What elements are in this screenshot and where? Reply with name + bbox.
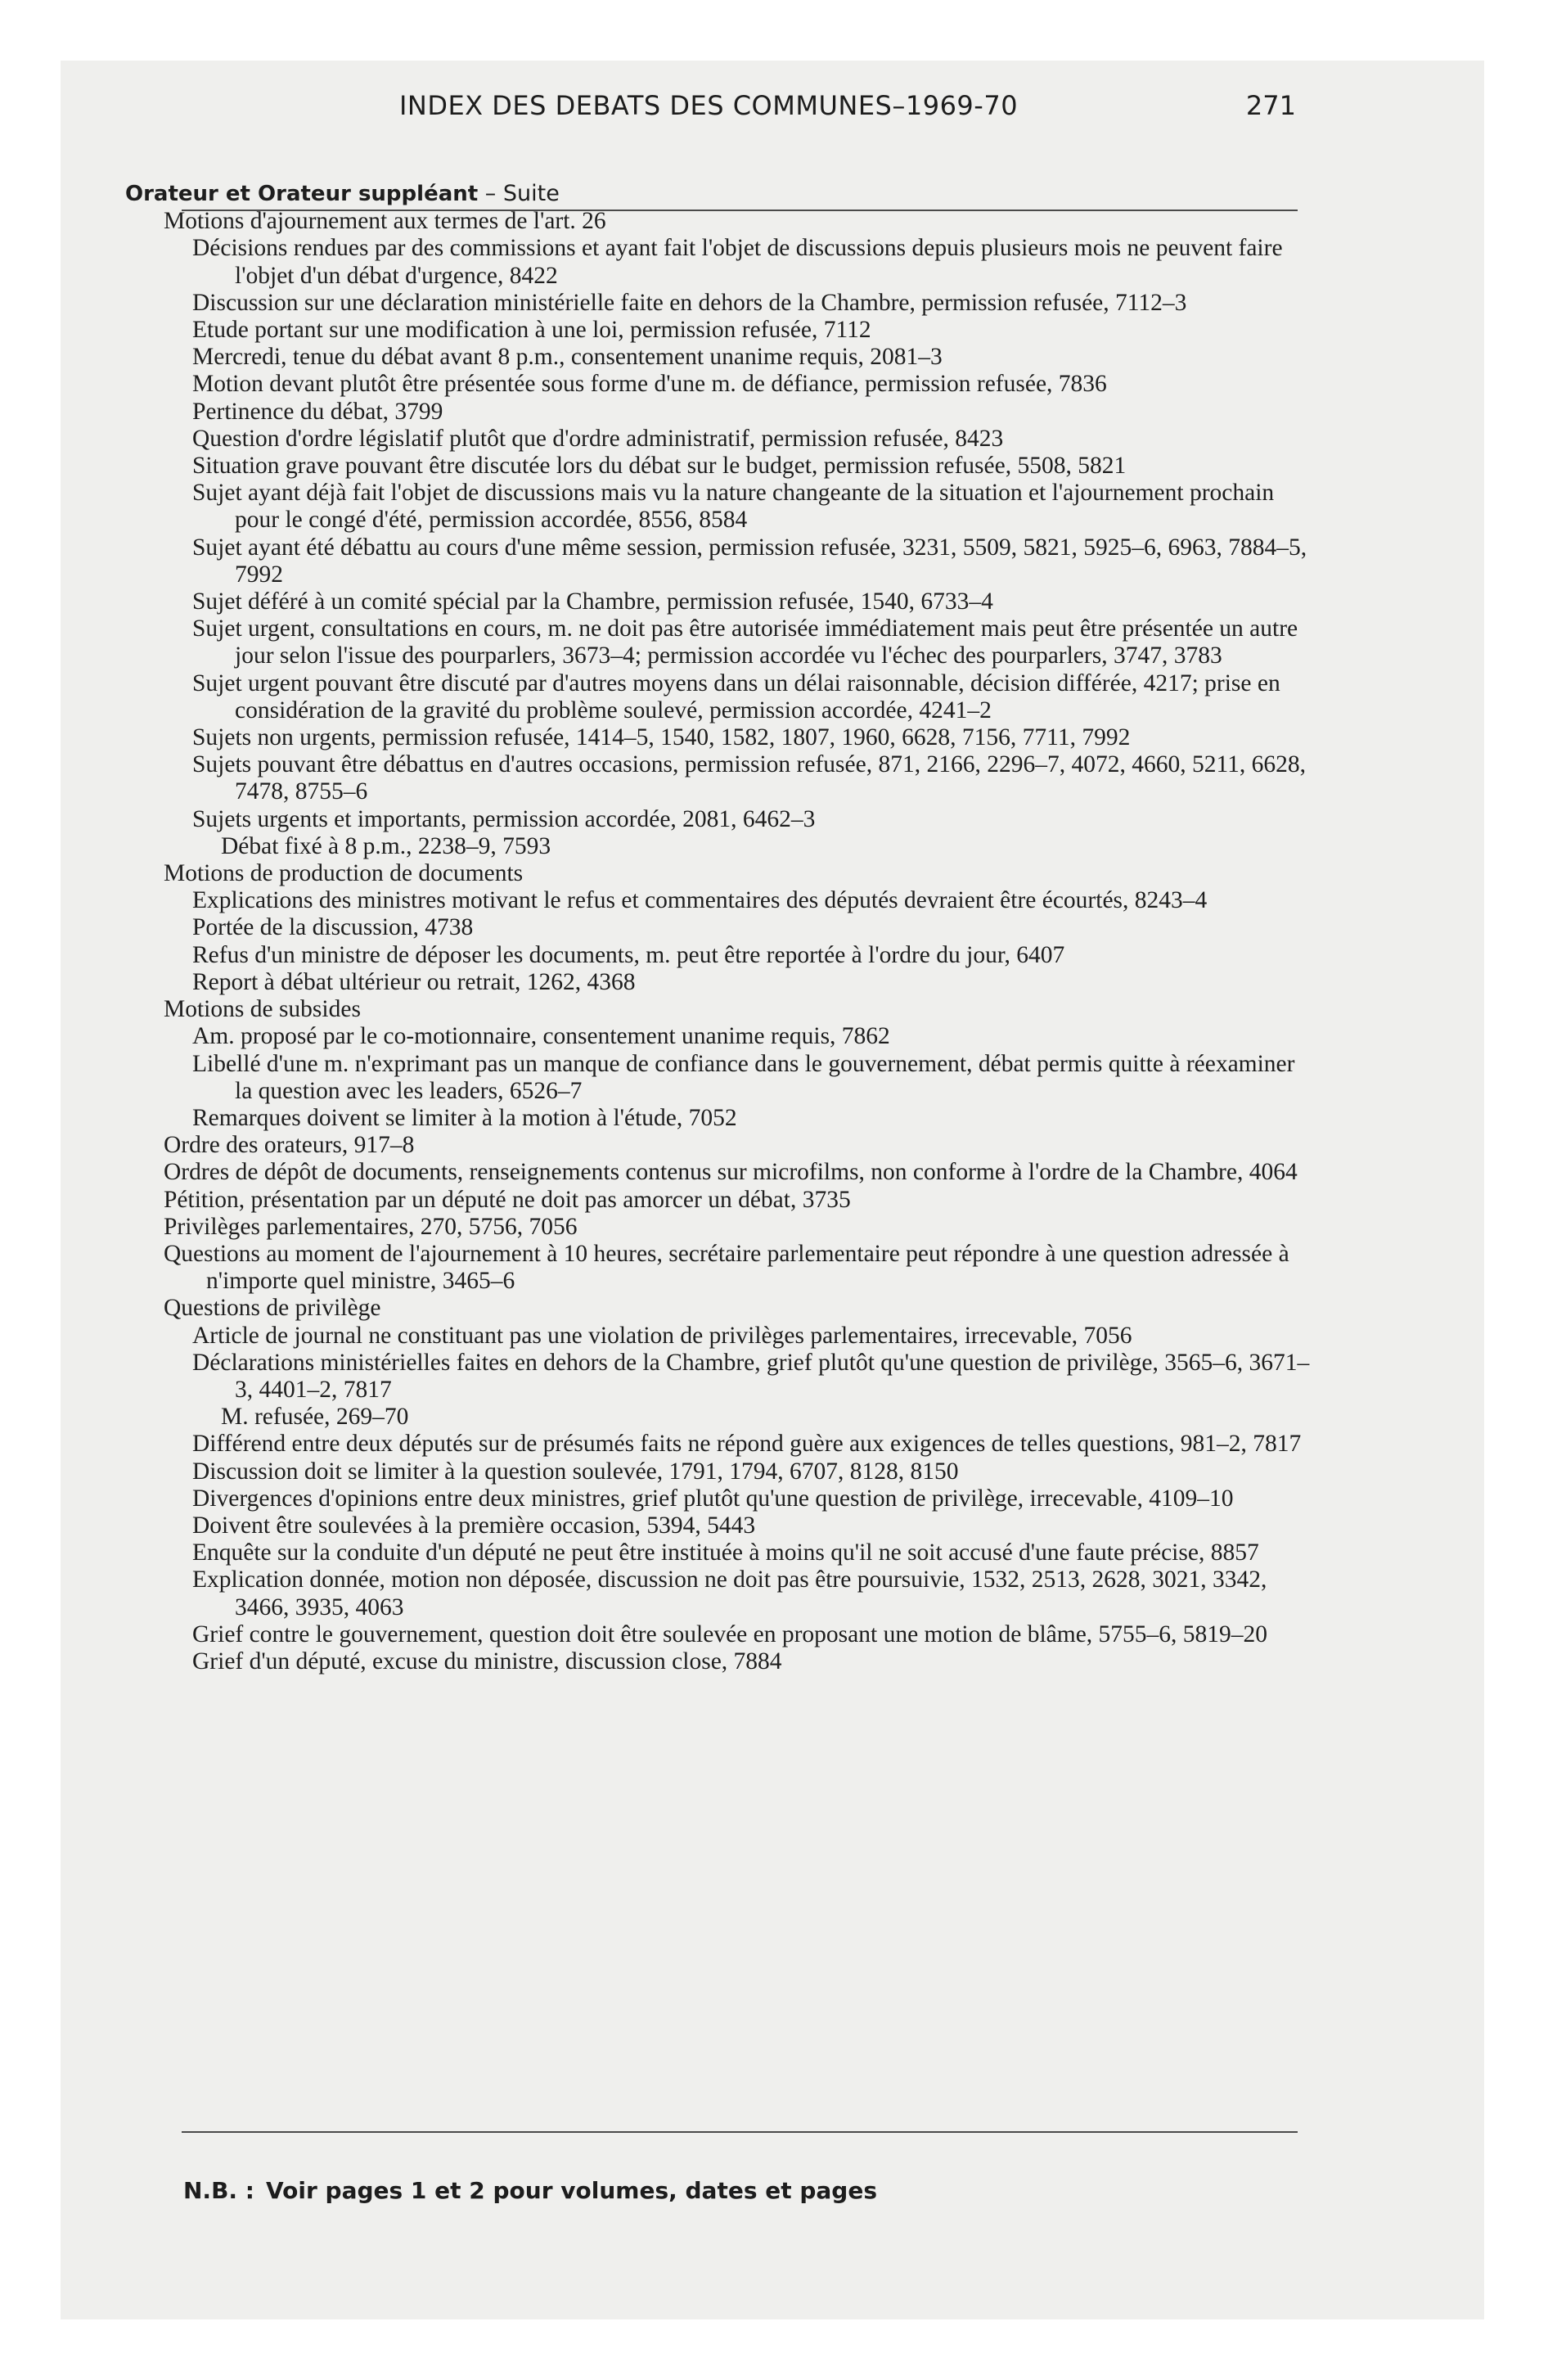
index-entry: Sujet déféré à un comité spécial par la Chambre, permission refusée, 1540, 6733–4: [192, 588, 993, 615]
index-entry: Doivent être soulevées à la première occasion, 5394, 5443: [192, 1512, 756, 1539]
index-entry: Pétition, présentation par un député ne doit pas amorcer un débat, 3735: [164, 1186, 851, 1213]
index-entry: Sujet ayant été débattu au cours d'une même session, permission refusée, 3231, 5509, 5821, 5925–6, 6963, 7884–5, 7992: [192, 534, 1307, 588]
footnote-label: N.B. :: [183, 2177, 254, 2204]
page-number: 271: [1245, 90, 1296, 121]
index-entry: Explications des ministres motivant le refus et commentaires des députés devraient être écourtés, 8243–4: [192, 887, 1208, 914]
index-entry: Motions de subsides: [164, 996, 361, 1023]
index-entry: Etude portant sur une modification à une loi, permission refusée, 7112: [192, 317, 871, 344]
index-body: [121, 180, 1316, 1675]
index-entry: Grief d'un député, excuse du ministre, discussion close, 7884: [192, 1648, 782, 1675]
section-heading: Orateur et Orateur suppléant: [125, 182, 479, 206]
index-entry: Motion devant plutôt être présentée sous forme d'une m. de défiance, permission refusée, 7836: [192, 371, 1107, 398]
index-entry: M. refusée, 269–70: [221, 1404, 409, 1431]
index-entry: Privilèges parlementaires, 270, 5756, 7056: [164, 1213, 578, 1240]
page-title: INDEX DES DEBATS DES COMMUNES–1969-70: [398, 90, 1019, 121]
index-entry: Débat fixé à 8 p.m., 2238–9, 7593: [221, 832, 551, 859]
index-entry: Sujet ayant déjà fait l'objet de discussions mais vu la nature changeante de la situation et l'ajournement prochain pour le congé d'été, permission accordée, 8556, 8584: [192, 480, 1275, 534]
index-entry: Sujets non urgents, permission refusée, 1414–5, 1540, 1582, 1807, 1960, 6628, 7156, 7711, 7992: [192, 724, 1131, 751]
index-entry: Différend entre deux députés sur de présumés faits ne répond guère aux exigences de telles questions, 981–2, 7817: [192, 1431, 1302, 1458]
index-entry: Libellé d'une m. n'exprimant pas un manque de confiance dans le gouvernement, débat permis quitte à réexaminer la question avec les leaders, 6526–7: [192, 1050, 1295, 1104]
index-entry: Article de journal ne constituant pas une violation de privilèges parlementaires, irrecevable, 7056: [192, 1322, 1132, 1349]
index-entry: Question d'ordre législatif plutôt que d'ordre administratif, permission refusée, 8423: [192, 425, 1004, 452]
index-entries: [121, 208, 1316, 1675]
index-entry: Am. proposé par le co-motionnaire, consentement unanime requis, 7862: [192, 1023, 890, 1050]
page-header: [121, 90, 1296, 129]
footer-rule: [182, 2131, 1298, 2133]
index-entry: Divergences d'opinions entre deux ministres, grief plutôt qu'une question de privilège, irrecevable, 4109–10: [192, 1485, 1234, 1512]
index-entry: Sujets urgents et importants, permission accordée, 2081, 6462–3: [192, 805, 816, 832]
index-entry: Mercredi, tenue du débat avant 8 p.m., consentement unanime requis, 2081–3: [192, 344, 943, 371]
index-entry: Motions d'ajournement aux termes de l'art. 26: [164, 208, 606, 235]
footnote-text: Voir pages 1 et 2 pour volumes, dates et pages: [266, 2177, 877, 2204]
index-entry: Report à débat ultérieur ou retrait, 1262, 4368: [192, 968, 636, 995]
section-heading-suffix: – Suite: [478, 181, 560, 206]
index-entry: Enquête sur la conduite d'un député ne peut être instituée à moins qu'il ne soit accusé d'une faute précise, 8857: [192, 1539, 1259, 1566]
index-entry: Sujet urgent pouvant être discuté par d'autres moyens dans un délai raisonnable, décision différée, 4217; prise en considération de la gravité du problème soulevé, permission accordée, 4241–2: [192, 669, 1280, 723]
index-entry: Portée de la discussion, 4738: [192, 914, 474, 941]
index-entry: Situation grave pouvant être discutée lors du débat sur le budget, permission refusée, 5508, 5821: [192, 453, 1127, 480]
index-entry: Questions de privilège: [164, 1295, 381, 1322]
index-entry: Refus d'un ministre de déposer les documents, m. peut être reportée à l'ordre du jour, 6407: [192, 941, 1065, 968]
index-entry: Décisions rendues par des commissions et ayant fait l'objet de discussions depuis plusieurs mois ne peuvent faire l'objet d'un débat d'urgence, 8422: [192, 235, 1283, 289]
index-entry: Discussion doit se limiter à la question soulevée, 1791, 1794, 6707, 8128, 8150: [192, 1458, 959, 1485]
footnote: [183, 2177, 877, 2204]
index-entry: Sujet urgent, consultations en cours, m. ne doit pas être autorisée immédiatement mais peut être présentée un autre jour selon l'issue des pourparlers, 3673–4; permission accordée vu l'échec des pourparlers, 3747, 3783: [192, 615, 1298, 669]
index-entry: Ordre des orateurs, 917–8: [164, 1132, 415, 1159]
index-entry: Sujets pouvant être débattus en d'autres occasions, permission refusée, 871, 2166, 2296–7, 4072, 4660, 5211, 6628, 7478, 8755–6: [192, 751, 1306, 805]
index-entry: Questions au moment de l'ajournement à 10 heures, secrétaire parlementaire peut répondre à une question adressée à n'importe quel ministre, 3465–6: [164, 1240, 1289, 1295]
index-entry: Grief contre le gouvernement, question doit être soulevée en proposant une motion de blâme, 5755–6, 5819–20: [192, 1620, 1268, 1648]
index-entry: Ordres de dépôt de documents, renseignements contenus sur microfilms, non conforme à l'ordre de la Chambre, 4064: [164, 1159, 1298, 1186]
index-entry: Discussion sur une déclaration ministérielle faite en dehors de la Chambre, permission refusée, 7112–3: [192, 289, 1187, 316]
index-entry: Motions de production de documents: [164, 860, 524, 887]
index-entry: Déclarations ministérielles faites en dehors de la Chambre, grief plutôt qu'une question de privilège, 3565–6, 3671–3, 4401–2, 7817: [192, 1349, 1310, 1403]
section-heading-line: [121, 180, 1316, 208]
index-entry: Remarques doivent se limiter à la motion à l'étude, 7052: [192, 1104, 737, 1131]
index-entry: Explication donnée, motion non déposée, discussion ne doit pas être poursuivie, 1532, 2513, 2628, 3021, 3342, 3466, 3935, 4063: [192, 1566, 1267, 1620]
index-entry: Pertinence du débat, 3799: [192, 398, 443, 425]
